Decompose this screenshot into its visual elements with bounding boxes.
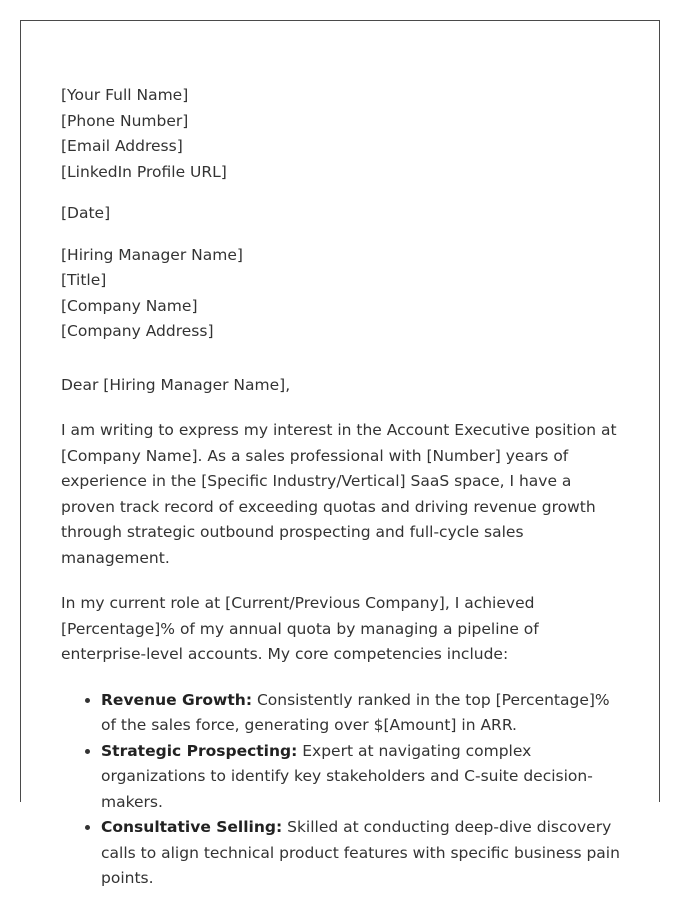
recipient-address: [Company Address] <box>61 322 214 340</box>
sender-phone: [Phone Number] <box>61 111 189 130</box>
competency-label: Revenue Growth: <box>101 690 253 709</box>
letter-date: [Date] <box>61 204 111 222</box>
sender-linkedin: [LinkedIn Profile URL] <box>61 162 227 181</box>
recipient-company: [Company Name] <box>61 296 198 315</box>
salutation: Dear [Hiring Manager Name], <box>61 375 291 394</box>
competencies-list <box>61 688 621 892</box>
recipient-title: [Title] <box>61 271 107 289</box>
cover-letter-content <box>61 83 621 892</box>
competency-label: Strategic Prospecting: <box>101 741 298 760</box>
document-page <box>20 20 660 887</box>
list-item <box>101 688 621 739</box>
recipient-name: [Hiring Manager Name] <box>61 245 243 264</box>
list-item <box>101 815 621 892</box>
sender-email: [Email Address] <box>61 137 183 155</box>
sender-info <box>61 83 621 185</box>
experience-paragraph: In my current role at [Current/Previous Company], I achieved [Percentage]% of my annual quota by managing a pipeline of enterprise-level accounts. My core competencies include: <box>61 594 539 663</box>
recipient-info <box>61 243 621 345</box>
competency-text: Expert at navigating complex organizations to identify key stakeholders and C-suite decision-makers. <box>101 741 593 811</box>
sender-name: [Your Full Name] <box>61 86 189 104</box>
date-block <box>61 201 621 227</box>
competency-text: Skilled at conducting deep-dive discovery calls to align technical product features with specific business pain points. <box>101 818 620 887</box>
list-item <box>101 739 621 816</box>
competency-text: Consistently ranked in the top [Percentage]% of the sales force, generating over $[Amount] in ARR. <box>101 690 610 734</box>
competency-label: Consultative Selling: <box>101 818 283 836</box>
intro-paragraph: I am writing to express my interest in the Account Executive position at [Company Name]. As a sales professional with [Number] years of experience in the [Specific Industry/Vertical] SaaS space, I have a proven track record of exceeding quotas and driving revenue growth through strategic outbound prospecting and full-cycle sales management. <box>61 421 617 567</box>
